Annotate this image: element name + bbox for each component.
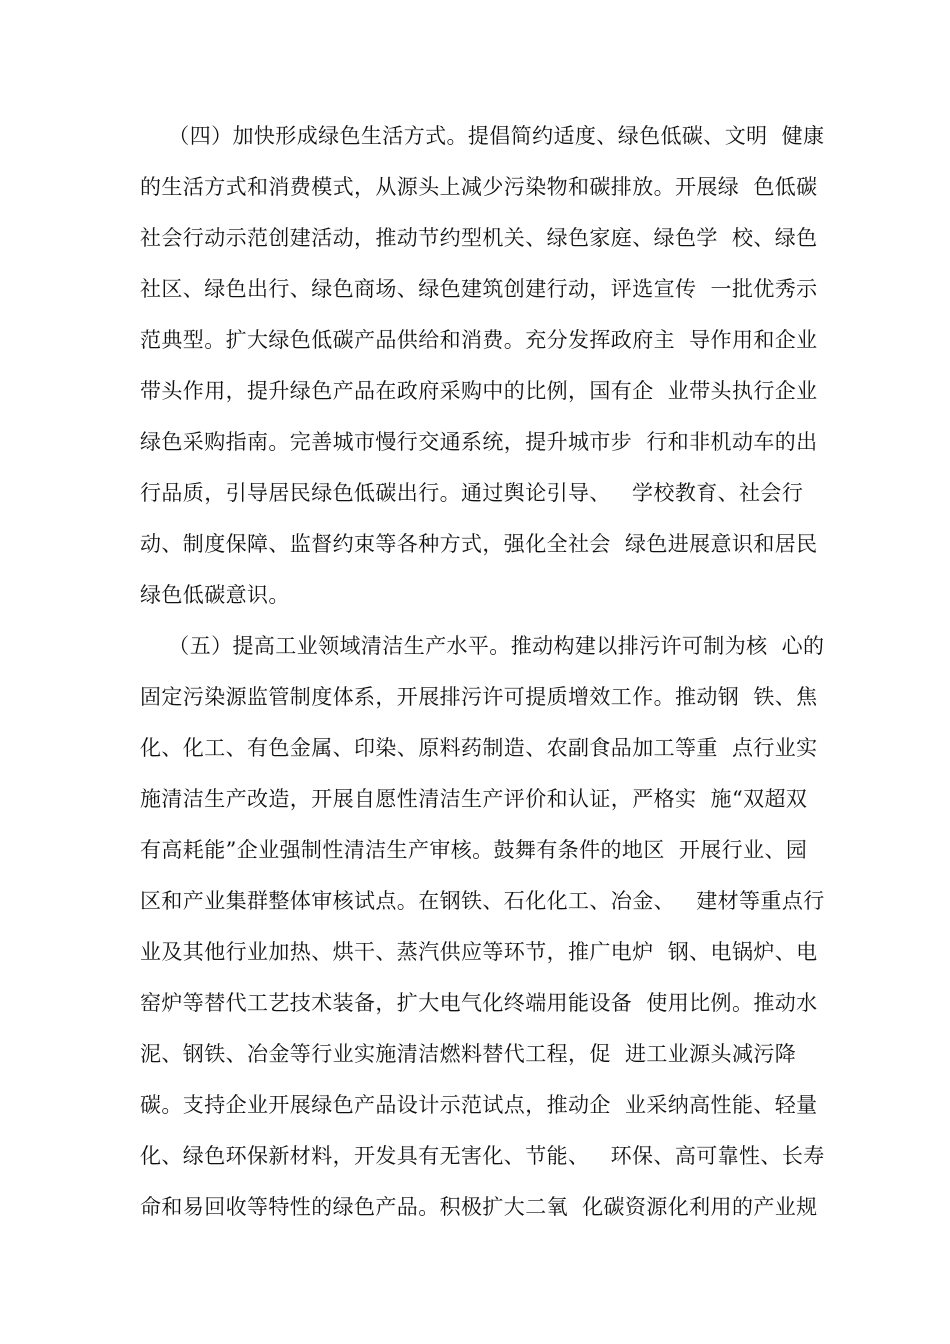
text-line: 化、化工、有色金属、印染、原料药制造、农副食品加工等重 点行业实 xyxy=(140,736,818,760)
text-line: 的生活方式和消费模式，从源头上减少污染物和碳排放。开展绿 色低碳 xyxy=(140,175,818,199)
text-line: 绿色低碳意识。 xyxy=(140,583,290,607)
text-line: 区和产业集群整体审核试点。在钢铁、石化化工、冶金、 建材等重点行 xyxy=(140,889,825,913)
text-line: 泥、钢铁、冶金等行业实施清洁燃料替代工程，促 进工业源头减污降 xyxy=(140,1042,797,1066)
paragraph-green-lifestyle xyxy=(140,111,840,621)
paragraph-industrial-clean-production xyxy=(140,621,840,1233)
text-line: 社会行动示范创建活动，推动节约型机关、绿色家庭、绿色学 校、绿色 xyxy=(140,226,818,250)
text-line: 碳。支持企业开展绿色产品设计示范试点，推动企 业采纳高性能、轻量 xyxy=(140,1093,818,1117)
text-line: 社区、绿色出行、绿色商场、绿色建筑创建行动，评选宣传 一批优秀示 xyxy=(140,277,818,301)
text-line: 窑炉等替代工艺技术装备，扩大电气化终端用能设备 使用比例。推动水 xyxy=(140,991,818,1015)
text-line: （五）提高工业领域清洁生产水平。推动构建以排污许可制为核 心的 xyxy=(140,634,825,658)
text-line: 带头作用，提升绿色产品在政府采购中的比例，国有企 业带头执行企业 xyxy=(140,379,818,403)
text-line: 有高耗能”企业强制性清洁生产审核。鼓舞有条件的地区 开展行业、园 xyxy=(140,838,808,862)
text-line: 业及其他行业加热、烘干、蒸汽供应等环节，推广电炉 钢、电锅炉、电 xyxy=(140,940,818,964)
text-line: 行品质，引导居民绿色低碳出行。通过舆论引导、 学校教育、社会行 xyxy=(140,481,804,505)
text-line: 范典型。扩大绿色低碳产品供给和消费。充分发挥政府主 导作用和企业 xyxy=(140,328,818,352)
text-line: （四）加快形成绿色生活方式。提倡简约适度、绿色低碳、文明 健康 xyxy=(140,124,825,148)
text-line: 绿色采购指南。完善城市慢行交通系统，提升城市步 行和非机动车的出 xyxy=(140,430,818,454)
text-line: 固定污染源监管制度体系，开展排污许可提质增效工作。推动钢 铁、焦 xyxy=(140,685,818,709)
text-line: 动、制度保障、监督约束等各种方式，强化全社会 绿色进展意识和居民 xyxy=(140,532,818,556)
text-line: 施清洁生产改造，开展自愿性清洁生产评价和认证，严格实 施“双超双 xyxy=(140,787,808,811)
text-line: 化、绿色环保新材料，开发具有无害化、节能、 环保、高可靠性、长寿 xyxy=(140,1144,825,1168)
text-line: 命和易回收等特性的绿色产品。积极扩大二氧 化碳资源化利用的产业规 xyxy=(140,1195,818,1219)
